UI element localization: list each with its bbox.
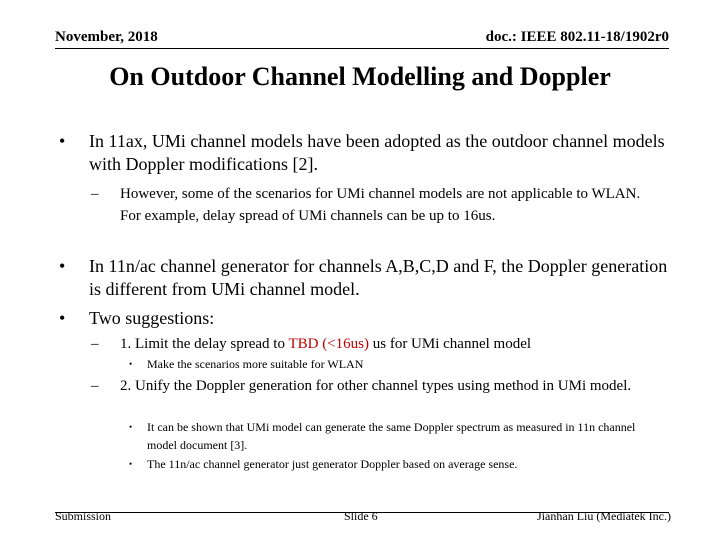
subbullet-umi-scenarios: [91, 183, 660, 227]
suggestion-1: [91, 333, 660, 355]
subbullet-text: However, some of the scenarios for UMi channel models are not applicable to WLAN. For example, delay spread of UMi channels can be up to 16us.: [120, 186, 641, 224]
suggestion-2-text: 2. Unify the Doppler generation for other channel types using method in UMi model.: [120, 378, 632, 394]
suggestion-1-text-post: us for UMi channel model: [368, 336, 532, 352]
footer-submission: Submission: [55, 509, 112, 523]
small-bullet-icon: •: [129, 359, 133, 369]
suggestion-2-detail-1: [129, 418, 657, 454]
bullet-text: In 11n/ac channel generator for channels A,B,C,D and F, the Doppler generation is different from UMi channel model.: [89, 256, 668, 299]
suggestion-2-detail-2: [129, 455, 657, 473]
small-bullet-icon: •: [129, 459, 133, 469]
dash-icon: –: [91, 378, 99, 394]
suggestion-1-detail: [129, 355, 657, 373]
bullet-text: In 11ax, UMi channel models have been adopted as the outdoor channel models with Doppler modifications [2].: [89, 131, 665, 174]
header-rule: [55, 48, 669, 49]
detail-text: Make the scenarios more suitable for WLAN: [147, 357, 364, 371]
suggestion-1-highlight: TBD (<16us): [288, 336, 369, 352]
header-date: November, 2018: [55, 29, 158, 45]
detail-text: It can be shown that UMi model can generate the same Doppler spectrum as measured in 11n channel model document [3].: [147, 420, 636, 452]
bullet-dot-icon: •: [59, 256, 66, 276]
bullet-dot-icon: •: [59, 308, 66, 328]
footer-author: Jianhan Liu (Mediatek Inc.): [537, 509, 671, 523]
bullet-two-suggestions: [59, 307, 669, 330]
dash-icon: –: [91, 336, 99, 352]
suggestion-2: [91, 375, 660, 397]
small-bullet-icon: •: [129, 422, 133, 432]
footer-slide-number: Slide 6: [344, 509, 378, 523]
bullet-11nac-generator: [59, 255, 669, 301]
header-doc-id: doc.: IEEE 802.11-18/1902r0: [485, 29, 669, 45]
bullet-umi-adopted: [59, 130, 669, 176]
dash-icon: –: [91, 186, 99, 202]
suggestion-1-text-pre: 1. Limit the delay spread to: [120, 336, 289, 352]
bullet-text: Two suggestions:: [89, 308, 215, 328]
detail-text: The 11n/ac channel generator just generator Doppler based on average sense.: [147, 457, 518, 471]
slide-title: On Outdoor Channel Modelling and Doppler: [109, 62, 611, 91]
bullet-dot-icon: •: [59, 131, 66, 151]
